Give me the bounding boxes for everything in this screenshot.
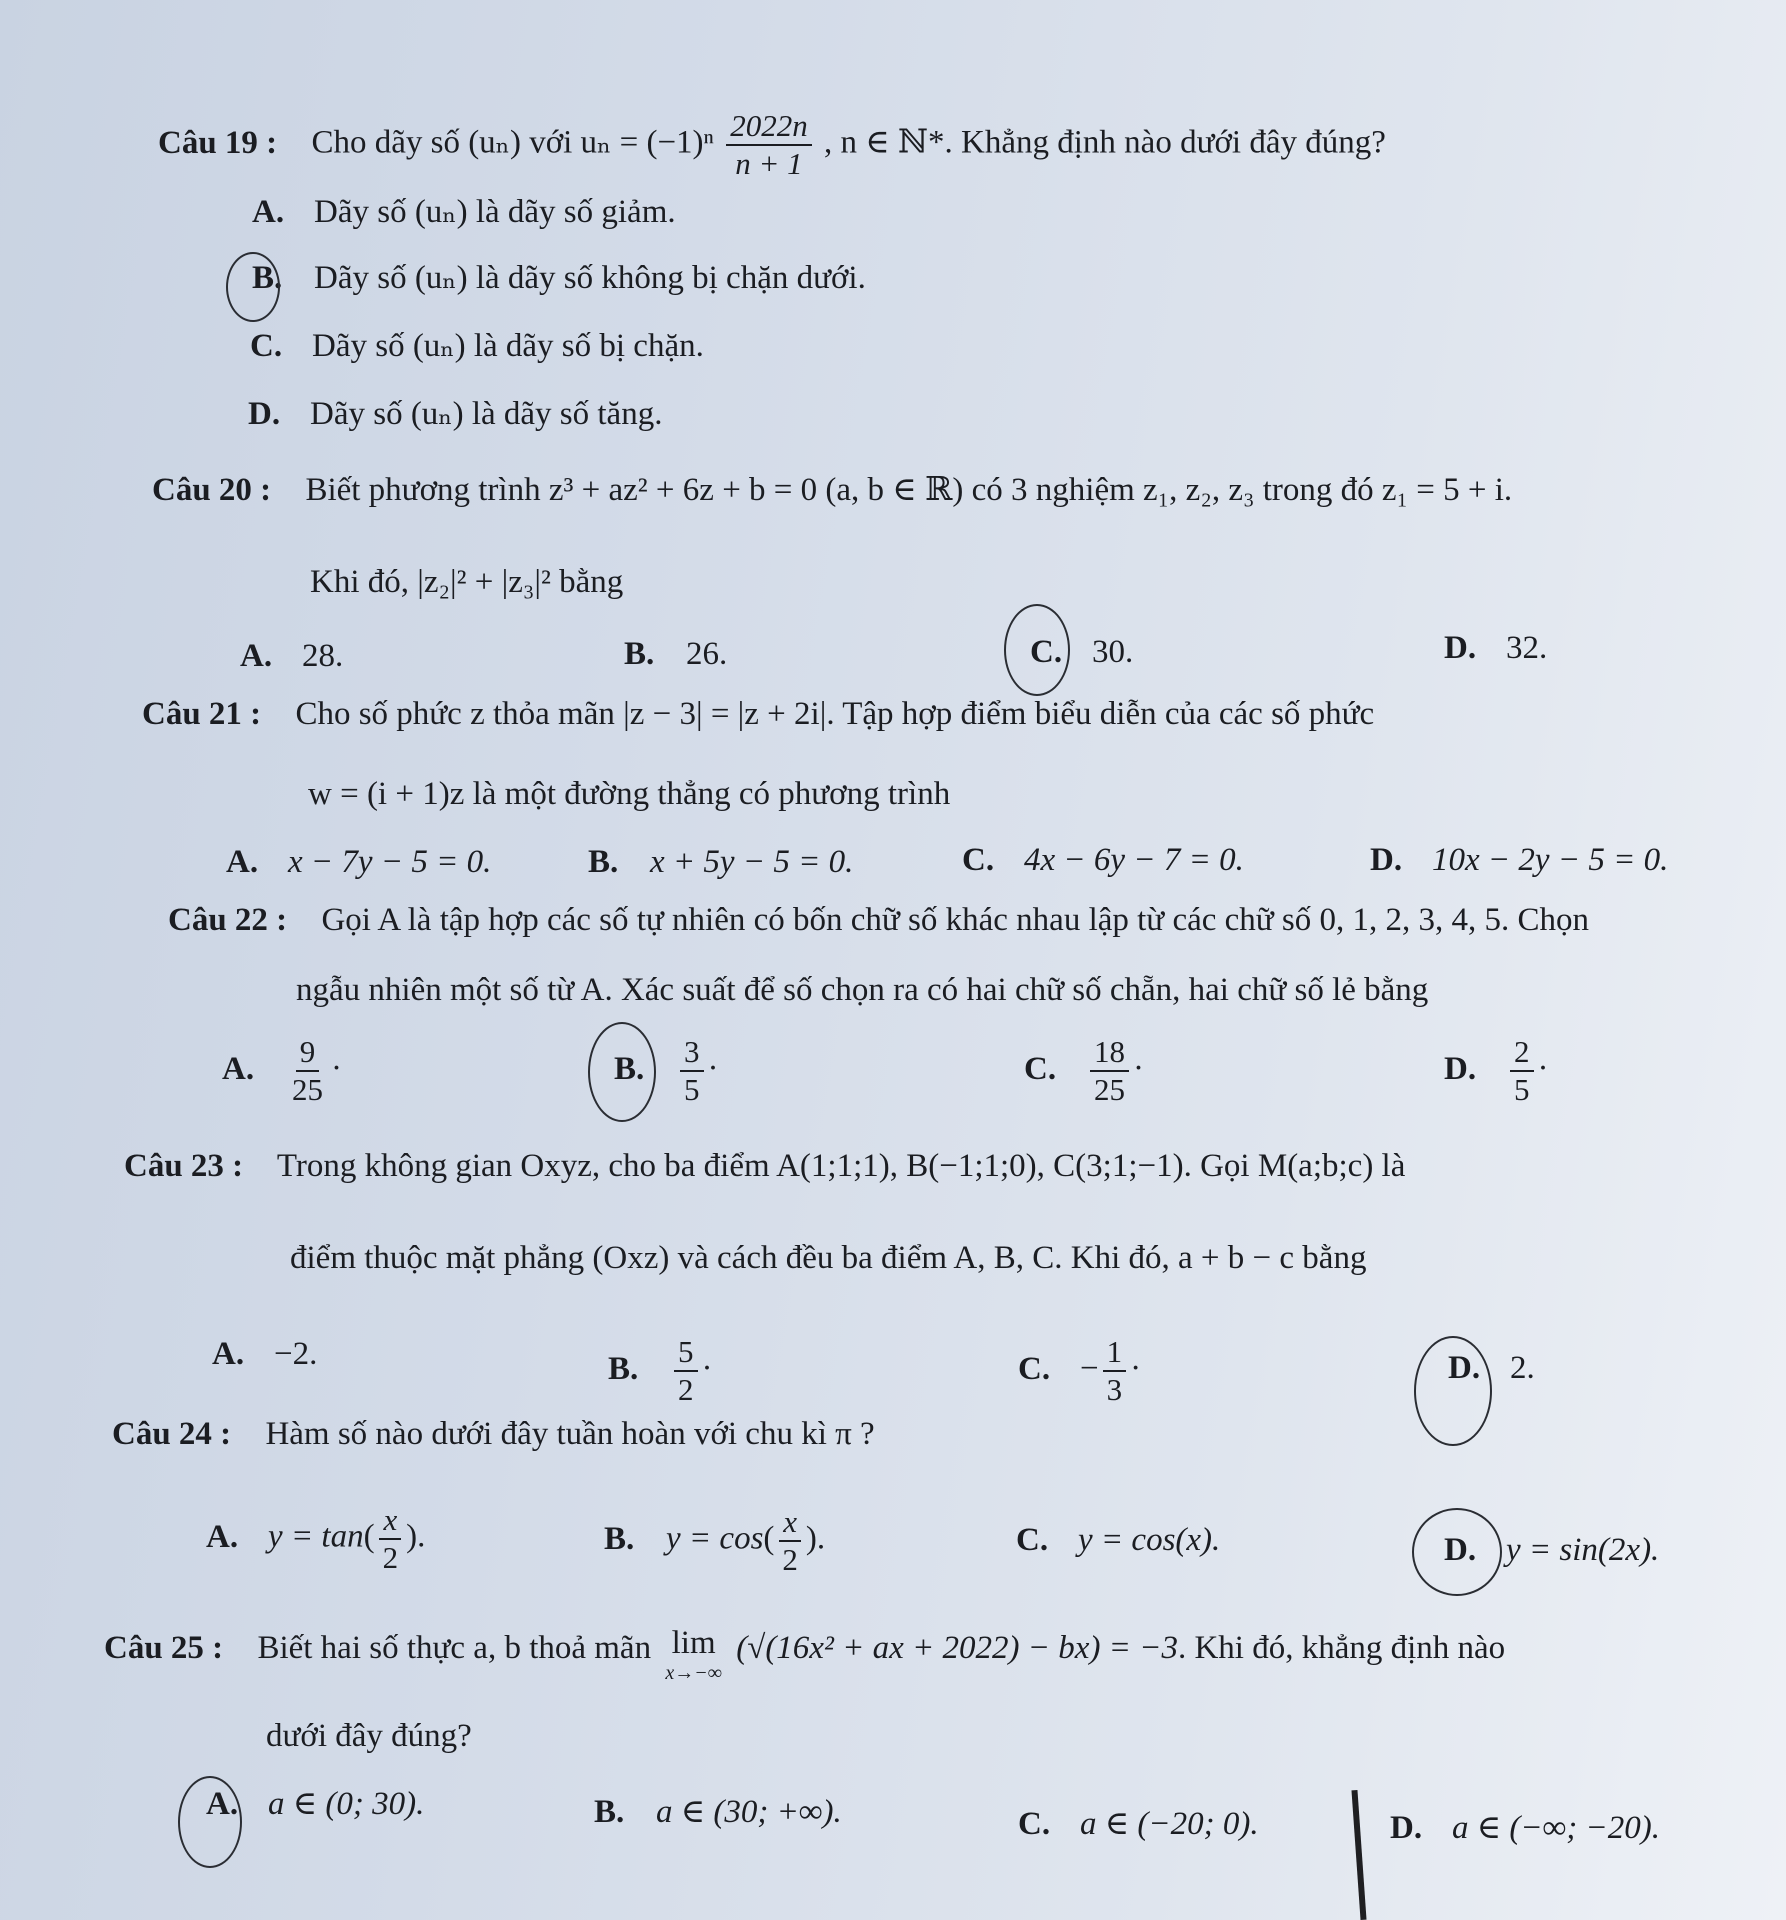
question-20-stem-2: Khi đó, |z₂|² + |z₃|² bằng [310, 564, 624, 600]
option-c[interactable]: C. − $\frac{1}{3}$ · [1018, 1334, 1142, 1407]
option-a[interactable]: A. −2. [212, 1336, 318, 1372]
option-a[interactable]: A. y = tan( $\frac{x}{2}$ ). [206, 1502, 426, 1575]
option-b[interactable]: B. $\frac{5}{2}$ · [608, 1334, 713, 1407]
option-c[interactable]: C. $\frac{18}{25}$ · [1024, 1034, 1144, 1107]
question-21-stem-2: w = (i + 1)z là một đường thẳng có phương trình [308, 776, 951, 812]
question-21-stem: Câu 21 : Cho số phức z thỏa mãn |z − 3| = |z + 2i|. Tập hợp điểm biểu diễn của các số phức [142, 696, 1375, 732]
question-22-stem: Câu 22 : Gọi A là tập hợp các số tự nhiên có bốn chữ số khác nhau lập từ các chữ số 0, 1, 2, 3, 4, 5. Chọn [168, 902, 1590, 938]
question-23-stem-2: điểm thuộc mặt phẳng (Oxz) và cách đều ba điểm A, B, C. Khi đó, a + b − c bằng [290, 1240, 1367, 1276]
question-label: Câu 19 : [158, 124, 278, 161]
option-d[interactable]: D. a ∈ (−∞; −20). [1390, 1810, 1660, 1846]
option-b[interactable]: B. a ∈ (30; +∞). [594, 1794, 842, 1830]
option-d[interactable]: D. 2. [1448, 1350, 1535, 1386]
option-a[interactable]: A. a ∈ (0; 30). [206, 1786, 425, 1822]
limit-operator: lim x→−∞ [665, 1625, 722, 1684]
question-22-stem-2: ngẫu nhiên một số từ A. Xác suất để số chọn ra có hai chữ số chẵn, hai chữ số lẻ bằng [296, 972, 1429, 1008]
option-c[interactable]: C. 4x − 6y − 7 = 0. [962, 842, 1244, 878]
option-b[interactable]: B. 26. [624, 636, 728, 672]
option-b[interactable]: B. x + 5y − 5 = 0. [588, 844, 854, 880]
option-d[interactable]: D. 32. [1444, 630, 1548, 666]
option-d[interactable]: D. 10x − 2y − 5 = 0. [1370, 842, 1669, 878]
question-24-stem: Câu 24 : Hàm số nào dưới đây tuần hoàn với chu kì π ? [112, 1416, 875, 1452]
option-a[interactable]: A. x − 7y − 5 = 0. [226, 844, 492, 880]
option-a[interactable]: A. $\frac{9}{25}$ · [222, 1034, 342, 1107]
fraction: $\frac{2022n}{n + 1}$ [726, 108, 812, 182]
option-c[interactable]: C. a ∈ (−20; 0). [1018, 1806, 1259, 1842]
question-20-stem: Câu 20 : Biết phương trình z³ + az² + 6z + b = 0 (a, b ∈ ℝ) có 3 nghiệm z₁, z₂, z₃ trong đó z₁ = 5 + i. [152, 472, 1513, 508]
option-a[interactable]: A. Dãy số (uₙ) là dãy số giảm. [252, 194, 676, 230]
option-b[interactable]: B. y = cos( $\frac{x}{2}$ ). [604, 1504, 826, 1577]
option-a[interactable]: A. 28. [240, 638, 344, 674]
question-25-stem-2: dưới đây đúng? [266, 1718, 472, 1754]
option-d[interactable]: D. Dãy số (uₙ) là dãy số tăng. [248, 396, 663, 432]
question-23-stem: Câu 23 : Trong không gian Oxyz, cho ba điểm A(1;1;1), B(−1;1;0), C(3;1;−1). Gọi M(a;b;c) là [124, 1148, 1406, 1184]
question-19-stem: Câu 19 : Cho dãy số (uₙ) với uₙ = (−1)ⁿ $\frac{2022n}{n + 1}$ , n ∈ ℕ*. Khẳng định nào dưới đây đúng? [158, 108, 1386, 181]
option-b[interactable]: B. $\frac{3}{5}$ · [614, 1034, 719, 1107]
option-c[interactable]: C. Dãy số (uₙ) là dãy số bị chặn. [250, 328, 704, 364]
option-c[interactable]: C. 30. [1030, 634, 1134, 670]
pen-stroke-mark [1351, 1790, 1366, 1920]
option-d[interactable]: D. $\frac{2}{5}$ · [1444, 1034, 1549, 1107]
option-d[interactable]: D. y = sin(2x). [1444, 1532, 1660, 1568]
question-25-stem: Câu 25 : Biết hai số thực a, b thoả mãn lim x→−∞ (√(16x² + ax + 2022) − bx) = −3. Khi đó, khẳng định nào [104, 1628, 1505, 1688]
option-c[interactable]: C. y = cos(x). [1016, 1522, 1221, 1558]
option-b[interactable]: B. Dãy số (uₙ) là dãy số không bị chặn dưới. [252, 260, 866, 296]
